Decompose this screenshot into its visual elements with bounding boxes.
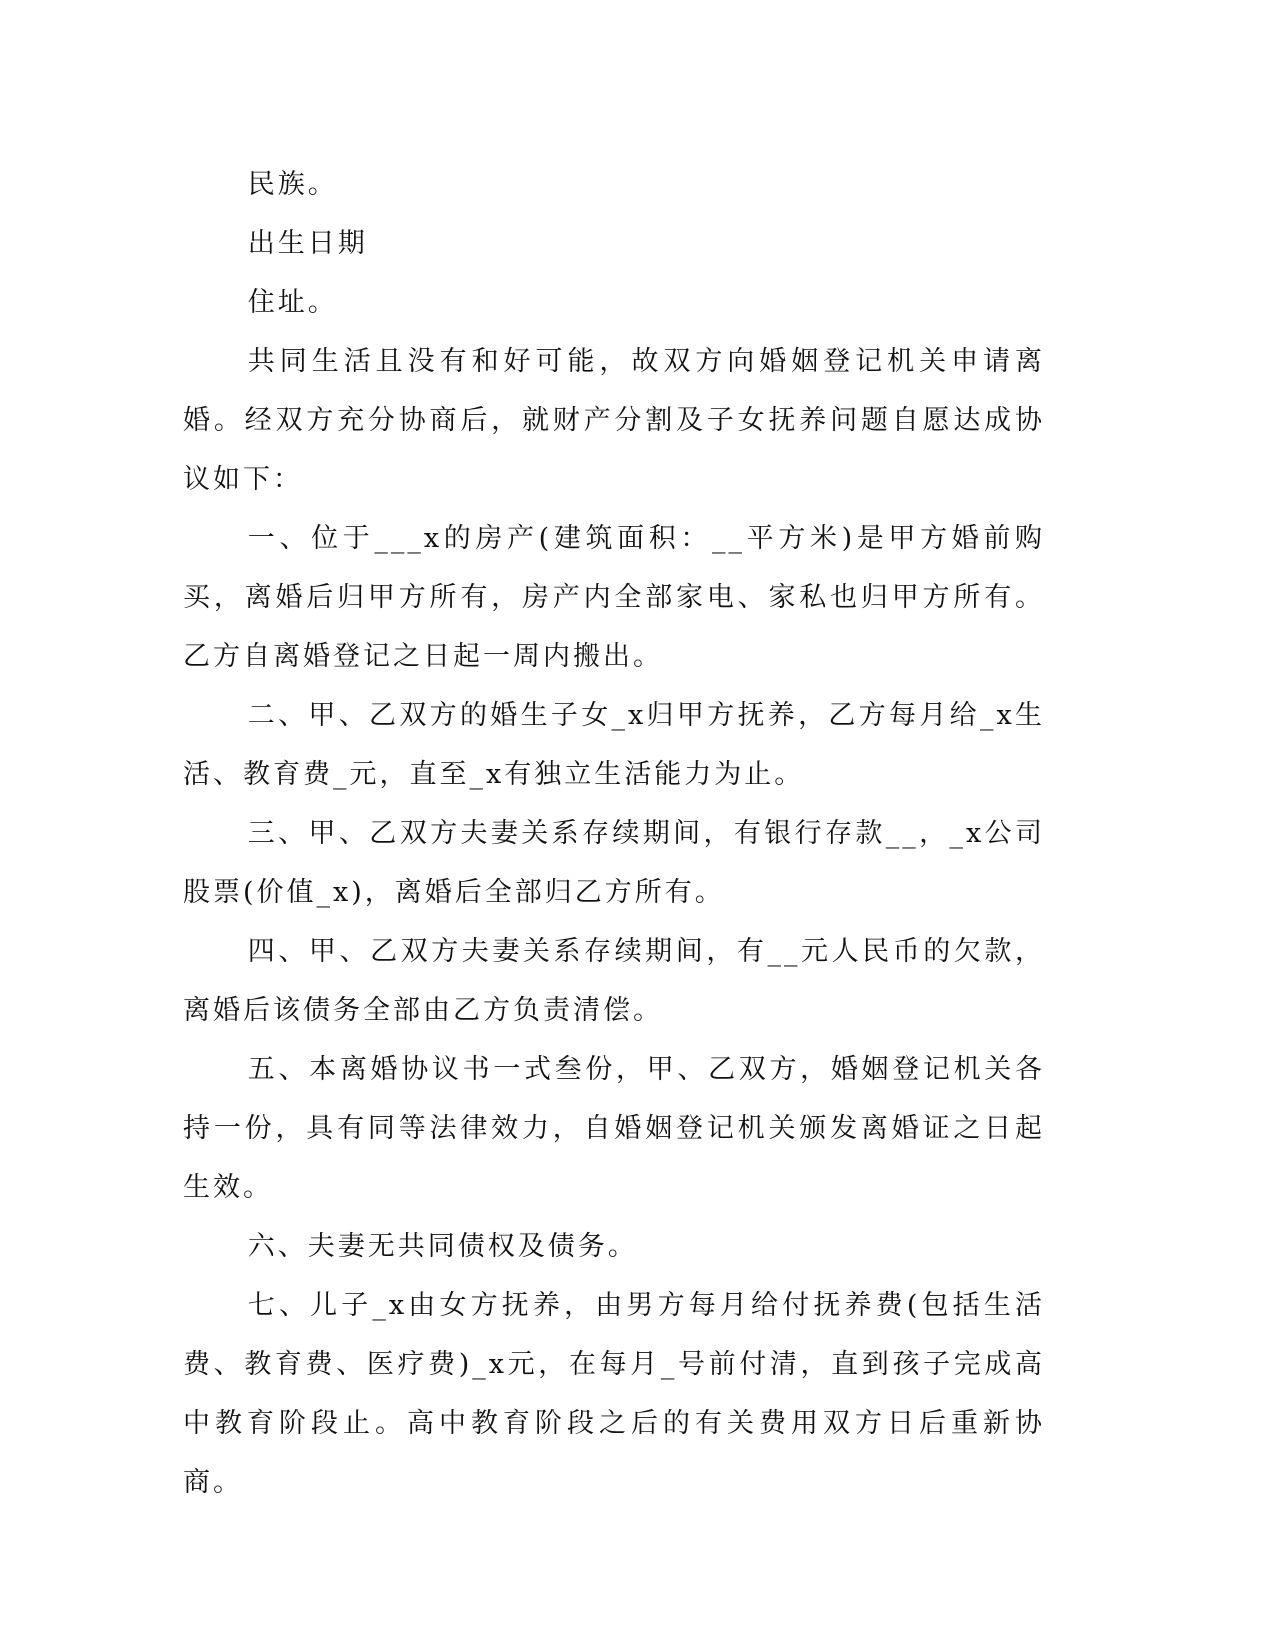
paragraph-clause-6: 六、夫妻无共同债权及债务。: [247, 1231, 638, 1262]
document-body: [183, 155, 1045, 1512]
paragraph-birth-date: 出生日期: [247, 228, 368, 259]
paragraph-ethnicity: 民族。: [247, 169, 338, 200]
paragraph-clause-5: 五、本离婚协议书一式叁份，甲、乙双方，婚姻登记机关各持一份，具有同等法律效力，自婚姻登记机关颁发离婚证之日起生效。: [183, 1054, 1045, 1203]
paragraph-clause-3: 三、甲、乙双方夫妻关系存续期间，有银行存款__，_x公司股票(价值_x)，离婚后全部归乙方所有。: [183, 818, 1045, 908]
paragraph-clause-7: 七、儿子_x由女方抚养，由男方每月给付抚养费(包括生活费、教育费、医疗费)_x元，在每月_号前付清，直到孩子完成高中教育阶段止。高中教育阶段之后的有关费用双方日后重新协商。: [183, 1290, 1045, 1498]
paragraph-intro: 共同生活且没有和好可能，故双方向婚姻登记机关申请离婚。经双方充分协商后，就财产分割及子女抚养问题自愿达成协议如下：: [183, 346, 1045, 495]
paragraph-address: 住址。: [247, 287, 338, 318]
paragraph-clause-2: 二、甲、乙双方的婚生子女_x归甲方抚养，乙方每月给_x生活、教育费_元，直至_x有独立生活能力为止。: [183, 700, 1045, 790]
paragraph-clause-1: 一、位于___x的房产(建筑面积：__平方米)是甲方婚前购买，离婚后归甲方所有，房产内全部家电、家私也归甲方所有。乙方自离婚登记之日起一周内搬出。: [183, 523, 1045, 672]
paragraph-clause-4: 四、甲、乙双方夫妻关系存续期间，有__元人民币的欠款，离婚后该债务全部由乙方负责清偿。: [183, 936, 1045, 1026]
